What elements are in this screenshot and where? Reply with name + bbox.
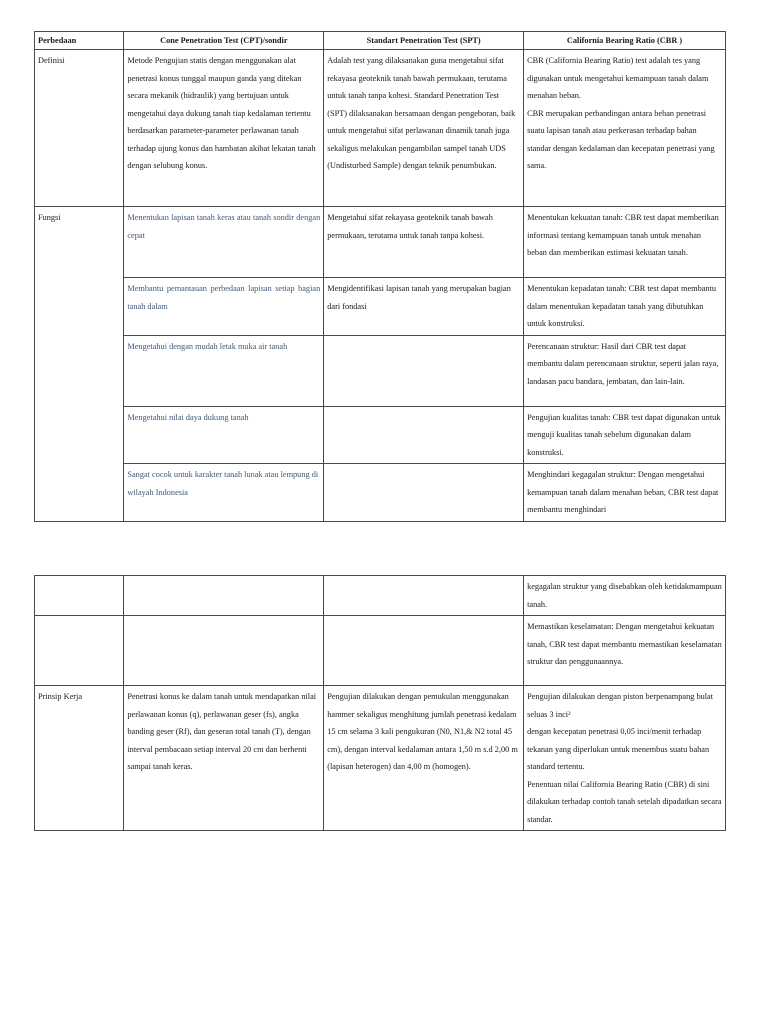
prinsip-cbr [524,686,726,831]
fungsi-cpt-3: Mengetahui dengan mudah letak muka air tanah [124,335,324,406]
prinsip-cbr-p3: Penentuan nilai California Bearing Ratio (CBR) di sini dilakukan terhadap contoh tanah setelah dipadatkan secara standar. [527,779,722,824]
row-fungsi-1 [35,207,726,278]
continued-spt-2 [324,616,524,686]
definisi-cbr [524,50,726,207]
continued-cpt-2 [124,616,324,686]
header-cpt: Cone Penetration Test (CPT)/sondir [124,32,324,50]
label-definisi: Definisi [35,50,124,207]
header-spt: Standart Penetration Test (SPT) [324,32,524,50]
label-prinsip-kerja: Prinsip Kerja [35,686,124,831]
definisi-cbr-p2: CBR merupakan perbandingan antara beban penetrasi suatu lapisan tanah atau perkerasan terhadap bahan standar dengan kedalaman dan kecepatan penetrasi yang sama. [527,108,715,170]
fungsi-spt-5 [324,464,524,522]
row-fungsi-2 [35,278,726,336]
fungsi-cbr-2: Menentukan kepadatan tanah: CBR test dapat membantu dalam menentukan kepadatan tanah yang dibutuhkan untuk konstruksi. [524,278,726,336]
row-definisi [35,50,726,207]
header-perbedaan: Perbedaan [35,32,124,50]
continued-label-1 [35,576,124,616]
comparison-table-part-1 [34,31,726,522]
row-continued-2 [35,616,726,686]
label-fungsi: Fungsi [35,207,124,522]
prinsip-cbr-p1: Pengujian dilakukan dengan piston berpenampang bulat seluas 3 inci² [527,692,714,719]
fungsi-cbr-1: Menentukan kekuatan tanah: CBR test dapat memberikan informasi tentang kemampuan tanah untuk menahan beban dan memberikan estimasi kekuatan tanah. [524,207,726,278]
continued-cbr-2: Memastikan keselamatan: Dengan mengetahui kekuatan tanah, CBR test dapat membantu memastikan keselamatan struktur dan penggunaannya. [524,616,726,686]
row-fungsi-3 [35,335,726,406]
fungsi-cpt-5: Sangat cocok untuk karakter tanah lunak atau lempung di wilayah Indonesia [124,464,324,522]
fungsi-spt-3 [324,335,524,406]
header-row [35,32,726,50]
row-continued-1 [35,576,726,616]
definisi-spt: Adalah test yang dilaksanakan guna mengetahui sifat rekayasa geoteknik tanah bawah permukaan, terutama untuk tanah tanpa kohesi. Standard Penetration Test (SPT) dilaksanakan bersamaan dengan pengeboran, baik untuk mengetahui sifat perlawanan dinamik tanah juga sekaligus melakukan pengambilan sampel tanah UDS (Undisturbed Sample) dengan teknik penumbukan. [324,50,524,207]
comparison-table-part-2 [34,575,726,831]
row-prinsip-kerja [35,686,726,831]
fungsi-cbr-5: Menghindari kegagalan struktur: Dengan mengetahui kemampuan tanah dalam menahan beban, CBR test dapat membantu menghindari [524,464,726,522]
prinsip-cpt: Penetrasi konus ke dalam tanah untuk mendapatkan nilai perlawanan konus (q), perlawanan geser (fs), angka banding geser (Rf), dan geseran total tanah (T), dengan interval pembacaan setiap interval 20 cm dan berhenti sampai tanah keras. [124,686,324,831]
continued-cpt-1 [124,576,324,616]
header-cbr: California Bearing Ratio (CBR ) [524,32,726,50]
fungsi-spt-4 [324,406,524,464]
fungsi-cpt-1: Menentukan lapisan tanah keras atau tanah sondir dengan cepat [124,207,324,278]
row-fungsi-4 [35,406,726,464]
fungsi-cbr-4: Pengujian kualitas tanah: CBR test dapat digunakan untuk menguji kualitas tanah sebelum digunakan dalam konstruksi. [524,406,726,464]
continued-label-2 [35,616,124,686]
prinsip-cbr-p2: dengan kecepatan penetrasi 0,05 inci/menit terhadap tekanan yang diperlukan untuk menembus suatu bahan standard tertentu. [527,727,710,771]
definisi-cbr-p1: CBR (California Bearing Ratio) test adalah tes yang digunakan untuk mengetahui kemampuan tanah dalam menahan beban. [527,56,709,100]
continued-cbr-1: kegagalan struktur yang disebabkan oleh ketidakmampuan tanah. [524,576,726,616]
fungsi-cpt-2: Membantu pemantauan perbedaan lapisan setiap bagian tanah dalam [124,278,324,336]
prinsip-spt: Pengujian dilakukan dengan pemukulan menggunakan hammer sekaligus menghitung jumlah penetrasi kedalam 15 cm selama 3 kali pengukuran (N0, N1,& N2 total 45 cm), dengan interval kedalaman antara 1,50 m s.d 2,00 m (lapisan heterogen) dan 4,00 m (homogen). [324,686,524,831]
fungsi-cbr-3: Perencanaan struktur: Hasil dari CBR test dapat membantu dalam perencanaan struktur, seperti jalan raya, landasan pacu bandara, jembatan, dan lain-lain. [524,335,726,406]
fungsi-spt-1: Mengetahui sifat rekayasa geoteknik tanah bawah permukaan, terutama untuk tanah tanpa kohesi. [324,207,524,278]
row-fungsi-5 [35,464,726,522]
continued-spt-1 [324,576,524,616]
fungsi-spt-2: Mengidentifikasi lapisan tanah yang merupakan bagian dari fondasi [324,278,524,336]
fungsi-cpt-4: Mengetahui nilai daya dukung tanah [124,406,324,464]
definisi-cpt: Metode Pengujian statis dengan menggunakan alat penetrasi konus tunggal maupun ganda yang ditekan secara mekanik (hidraulik) yang bertujuan untuk mengetahui daya dukung tanah tiap kedalaman tertentu berdasarkan parameter-parameter perlawanan tanah terhadap ujung konus dan hambatan akibat lekatan tanah dengan selubung konus. [124,50,324,207]
